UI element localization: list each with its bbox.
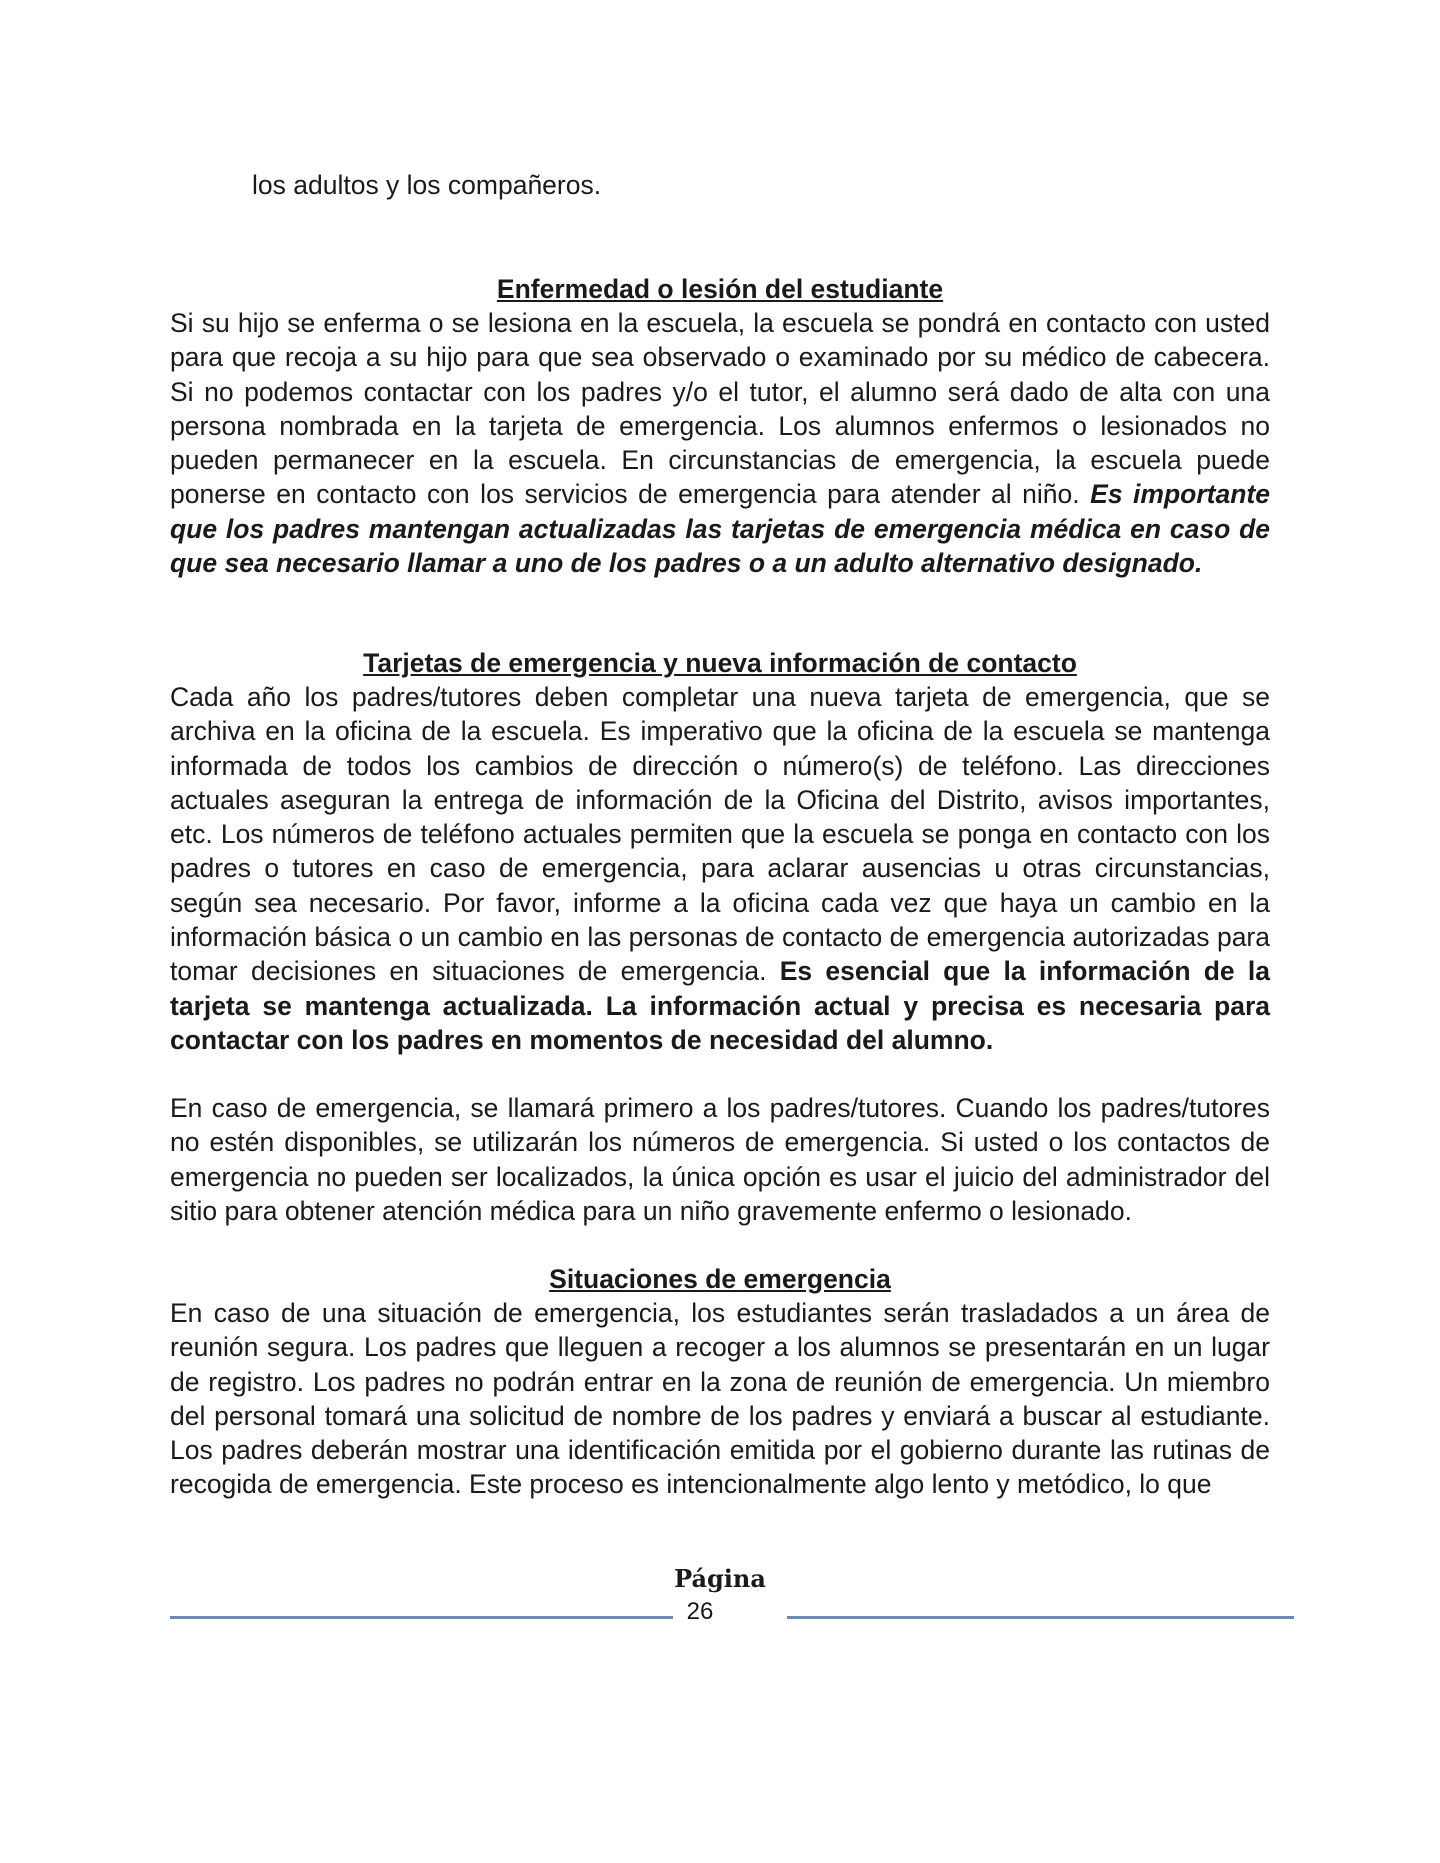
cards-emphasis-text: Es esencial que la información de la tarjeta se mantenga actualizada. La información actual y precisa es necesaria para contactar con los padres en momentos de necesidad del alumno. [170,956,1270,1055]
cards-body-text: Cada año los padres/tutores deben completar una nueva tarjeta de emergencia, que se archiva en la oficina de la escuela. Es imperativo que la oficina de la escuela se mantenga informada de todos los cambios de dirección o número(s) de teléfono. Las direcciones actuales aseguran la entrega de información de la Oficina del Distrito, avisos importantes, etc. Los números de teléfono actuales permiten que la escuela se ponga en contacto con los padres o tutores en caso de emergencia, para aclarar ausencias u otras circunstancias, según sea necesario. Por favor, informe a la oficina cada vez que haya un cambio en la información básica o un cambio en las personas de contacto de emergencia autorizadas para tomar decisiones en situaciones de emergencia. [170,682,1270,987]
footer-page-number: 26 [686,1598,714,1625]
section-heading-emergency-cards: Tarjetas de emergencia y nueva información de contacto [363,648,1077,678]
section-heading-illness: Enfermedad o lesión del estudiante [496,274,944,304]
illness-body-text: Si su hijo se enferma o se lesiona en la escuela, la escuela se pondrá en contacto con usted para que recoja a su hijo para que sea observado o examinado por su médico de cabecera. Si no podemos contactar con los padres y/o el tutor, el alumno será dado de alta con una persona nombrada en la tarjeta de emergencia. Los alumnos enfermos o lesionados no pueden permanecer en la escuela. En circunstancias de emergencia, la escuela puede ponerse en contacto con los servicios de emergencia para atender al niño. [170,308,1270,510]
section-heading-emergency-situations: Situaciones de emergencia [549,1264,891,1294]
footer-rule-left [170,1616,673,1619]
section-body-emergency-situations: En caso de una situación de emergencia, los estudiantes serán trasladados a un área de reunión segura. Los padres que lleguen a recoger a los alumnos se presentarán en un lugar de registro. Los padres no podrán entrar en la zona de reunión de emergencia. Un miembro del personal tomará una solicitud de nombre de los padres y enviará a buscar al estudiante. Los padres deberán mostrar una identificación emitida por el gobierno durante las rutinas de recogida de emergencia. Este proceso es intencionalmente algo lento y metódico, lo que [170,1298,1270,1500]
footer-rule-right [787,1616,1294,1619]
section-paragraph-emergency-calls: En caso de emergencia, se llamará primero a los padres/tutores. Cuando los padres/tutores no estén disponibles, se utilizarán los números de emergencia. Si usted o los contactos de emergencia no pueden ser localizados, la única opción es usar el juicio del administrador del sitio para obtener atención médica para un niño gravemente enfermo o lesionado. [170,1093,1270,1226]
section-body-illness [170,306,1270,580]
illness-emphasis-text: Es importante que los padres mantengan actualizadas las tarjetas de emergencia médica en caso de que sea necesario llamar a uno de los padres o a un adulto alternativo designado. [170,479,1270,579]
intro-line: los adultos y los compañeros. [252,170,602,200]
footer-page-label: Página [674,1564,766,1593]
section-body-emergency-cards [170,680,1270,1057]
